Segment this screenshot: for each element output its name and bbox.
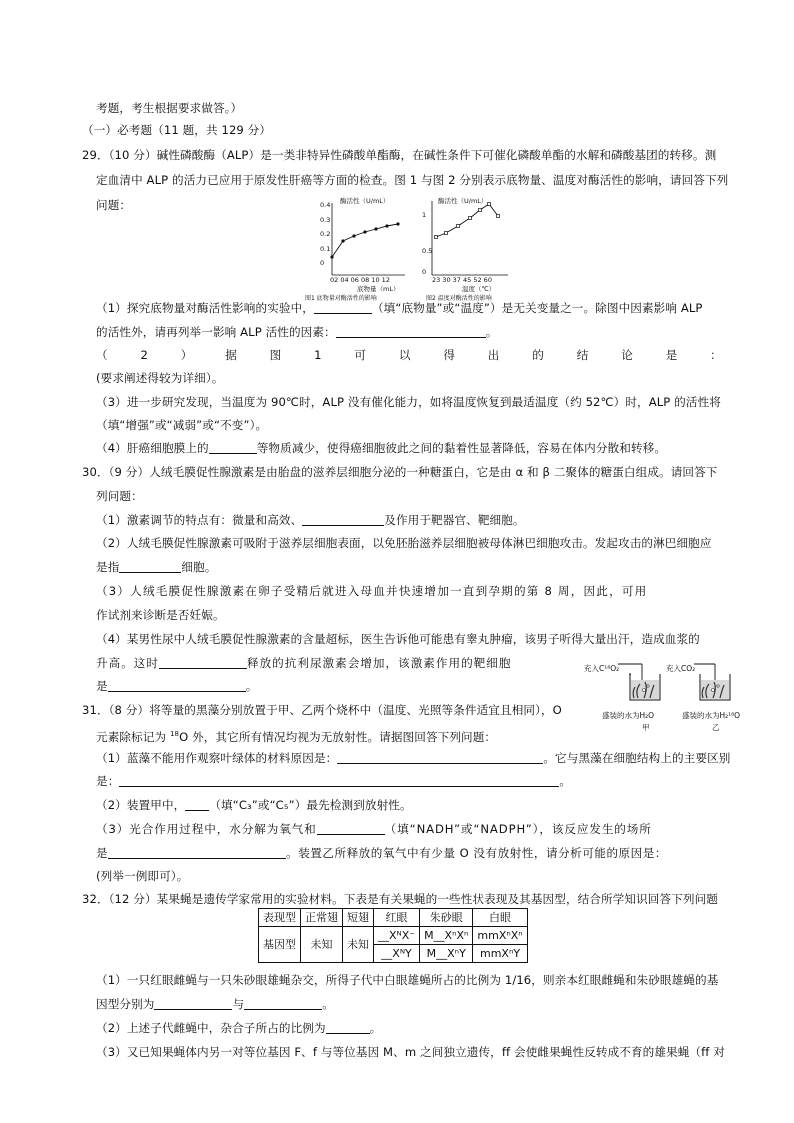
- q32-sub-2: （2）上述子代雌蝇中，杂合子所占的比例为 。: [96, 1021, 382, 1035]
- q29-blank-1[interactable]: [314, 301, 372, 314]
- q32-stem: 32．（12 分）某果蝇是遗传学家常用的实验材料。下表是有关果蝇的一些性状表现及其基因型，结合所学知识回答下列问题: [82, 892, 718, 906]
- q30-sub-4-line-1: （4）某男性尿中人绒毛膜促性腺激素的含量超标，医生告诉他可能患有睾丸肿瘤，该男子听得大量出汗，造成血浆的: [96, 632, 700, 646]
- q32-sub-3-line-1: （3）又已知果蝇体内另一对等位基因 F、f 与等位基因 M、m 之间独立遗传，ff 会使雌果蝇性反转成不育的雄果蝇（ff 对: [96, 1045, 725, 1059]
- q30-sub-4-line-3: 是 。: [96, 679, 258, 693]
- fig2-yticks: 1 0.5: [422, 211, 433, 255]
- q30-sub-4-line-2: 升高。这时 释放的抗利尿激素会增加，该激素作用的靶细胞: [96, 656, 512, 670]
- q31-figure: [582, 660, 760, 740]
- q31-sub-2: （2）装置甲中， （填“C₃”或“C₅”）最先检测到放射性。: [96, 798, 412, 812]
- q31-sub-3-line-2: 是 。装置乙所释放的氧气中有少量 O 没有放射性，请分析可能的原因是：: [96, 846, 667, 860]
- q30-blank-1[interactable]: [302, 513, 384, 526]
- th-phenotype: 表现型: [259, 909, 301, 927]
- genotype-table: [258, 908, 528, 963]
- q29-sub-1-line-1: （1）探究底物量对酶活性影响的实验中， （填“底物量”或“温度”）是无关变量之一。除图中因素影响 ALP: [96, 301, 703, 315]
- q31-blank-2[interactable]: [119, 774, 559, 787]
- cell-cinnabar-male: M__XⁿY: [420, 945, 473, 963]
- q31-blank-4[interactable]: [317, 822, 385, 835]
- q31-blank-1[interactable]: [337, 751, 543, 764]
- fig1-xlabel: 底物量（mL）: [357, 285, 400, 293]
- q31-stem-line-2: 元素除标记为 $^{18}$O 外，其它所有情况均视为无放射性。请据图回答下列问题：: [96, 729, 497, 744]
- cell-red-male: __XᴺY: [374, 945, 420, 963]
- q30-stem-line-2: 列问题：: [96, 489, 143, 503]
- beaker-left-gas: 充入C¹⁸O₂: [584, 664, 620, 673]
- cell-normal-wing: 未知: [301, 927, 343, 963]
- q29-sub-2-line-2: (要求阐述得较为详细）。: [96, 371, 224, 385]
- q32-sub-1-line-2: 因型分别为 与 。: [96, 997, 334, 1011]
- fig2-xlabel: 温度（℃）: [462, 285, 496, 293]
- q29-sub-1-line-2: 的活性外，请再列举一影响 ALP 活性的因素： 。: [96, 325, 498, 339]
- beaker-right-label: 乙: [712, 723, 720, 732]
- q29-figure-2: [418, 193, 518, 302]
- q29-sub-3-line-1: （3）进一步研究发现，当温度为 90℃时，ALP 没有催化能力，如将温度恢复到最适温度（约 52℃）时，ALP 的活性将: [96, 395, 721, 409]
- fig2-xticks: 23 30 37 45 52 60: [432, 276, 492, 284]
- q30-sub-3-line-1: （3）人绒毛膜促性腺激素在卵子受精后就进入母血并快速增加一直到孕期的第 8 周，因此，可用: [96, 584, 648, 598]
- q30-stem-line-1: 30．（9 分）人绒毛膜促性腺激素是由胎盘的滋养层细胞分泌的一种糖蛋白，它是由 α 和 β 二聚体的糖蛋白组成。请回答下: [82, 465, 718, 479]
- genotype-table-wrap: [258, 908, 528, 963]
- q29-sub-2-line-1: （ 2 ） 据 图 1 可 以 得 出 的 结 论 是 ：: [96, 348, 722, 362]
- q31-blank-5[interactable]: [108, 846, 286, 859]
- q30-sub-2-line-1: （2）人绒毛膜促性腺激素可吸附于滋养层细胞表面，以免胚胎滋养层细胞被母体淋巴细胞攻击。发起攻击的淋巴细胞应: [96, 536, 712, 550]
- q31-sub-3-line-1: （3）光合作用过程中，水分解为氧气和 （填“NADH”或“NADPH”），该反应发生的场所: [96, 822, 652, 836]
- q29-figure-1: [305, 193, 410, 302]
- row-label-genotype: 基因型: [259, 927, 301, 963]
- q30-blank-3[interactable]: [159, 656, 247, 669]
- q32-blank-1[interactable]: [154, 997, 232, 1010]
- th-short-wing: 短翅: [343, 909, 374, 927]
- q30-sub-1: （1）激素调节的特点有：微量和高效、 及作用于靶器官、靶细胞。: [96, 513, 525, 527]
- cell-cinnabar-female: M__XⁿXⁿ: [420, 927, 473, 945]
- fig1-yticks: 0.4 0.3 0.2 0.1 0: [320, 201, 331, 267]
- q29-stem-line-3: 问题：: [96, 198, 132, 212]
- fig1-caption: 图1 底物量对酶活性的影响: [305, 295, 377, 302]
- fig2-ytick-zero: 0: [422, 268, 427, 276]
- q29-blank-2[interactable]: [336, 325, 486, 338]
- q29-sub-4: （4）肝癌细胞膜上的 等物质减少，使得癌细胞彼此之间的黏着性显著降低，容易在体内分散和转移。: [96, 441, 667, 455]
- th-cinnabar-eye: 朱砂眼: [420, 909, 473, 927]
- q29-stem-line-1: 29．（10 分）碱性磷酸酶（ALP）是一类非特异性磷酸单酯酶，在碱性条件下可催化磷酸单酯的水解和磷酸基团的转移。测: [82, 148, 717, 162]
- th-normal-wing: 正常翅: [301, 909, 343, 927]
- beaker-left-label: 甲: [642, 723, 650, 732]
- q32-blank-2[interactable]: [244, 997, 322, 1010]
- table-row: [259, 927, 528, 945]
- q30-sub-2-line-2: 是指 细胞。: [96, 560, 217, 574]
- q30-blank-2[interactable]: [119, 560, 181, 573]
- beaker-right-gas: 充入CO₂: [666, 664, 696, 673]
- fig2-ylabel: 酶活性（U/mL）: [438, 197, 488, 205]
- q32-sub-1-line-1: （1）一只红眼雌蝇与一只朱砂眼雄蝇杂交，所得子代中白眼雄蝇所占的比例为 1/16，则亲本红眼雌蝇和朱砂眼雄蝇的基: [96, 973, 719, 987]
- fig2-caption: 图2 温度对酶活性的影响: [426, 295, 492, 302]
- cell-white-male: mmXⁿY: [473, 945, 527, 963]
- q31-sub-3-line-3: (列举一例即可）。: [96, 869, 189, 883]
- q30-sub-3-line-2: 作试剂来诊断是否妊娠。: [96, 608, 225, 622]
- q29-blank-3[interactable]: [209, 441, 257, 454]
- th-white-eye: 白眼: [473, 909, 527, 927]
- cell-white-female: mmXⁿXⁿ: [473, 927, 527, 945]
- beaker-right-water: 盛装的水为H₂¹⁸O: [682, 711, 741, 720]
- fig1-xticks: 02 04 06 08 10 12: [330, 276, 390, 284]
- header-line-1: 考题，考生根据要求做答。）: [96, 101, 243, 115]
- q29-stem-line-2: 定血清中 ALP 的活力已应用于原发性肝癌等方面的检查。图 1 与图 2 分别表示底物量、温度对酶活性的影响，请回答下列: [96, 173, 729, 187]
- fig1-ylabel: 酶活性（U/mL）: [340, 197, 390, 205]
- table-header-row: [259, 909, 528, 927]
- q30-blank-4[interactable]: [108, 679, 246, 692]
- th-red-eye: 红眼: [374, 909, 420, 927]
- beaker-left-water: 盛装的水为H₂O: [602, 711, 655, 720]
- q31-stem-line-1: 31．（8 分）将等量的黑藻分别放置于甲、乙两个烧杯中（温度、光照等条件适宜且相同），O: [82, 703, 562, 717]
- cell-red-female: __XᴺX⁻: [374, 927, 420, 945]
- q32-blank-3[interactable]: [326, 1021, 370, 1034]
- cell-short-wing: 未知: [343, 927, 374, 963]
- section-heading: （一）必考题（11 题，共 129 分）: [82, 123, 272, 137]
- q31-blank-3[interactable]: [185, 798, 209, 811]
- q31-sub-1-line-2: 是： 。: [96, 774, 572, 788]
- q29-sub-3-line-2: （填“增强”或“减弱”或“不变”）。: [96, 418, 268, 432]
- q31-sub-1-line-1: （1）蓝藻不能用作观察叶绿体的材料原因是： 。它与黑藻在细胞结构上的主要区别: [96, 751, 731, 765]
